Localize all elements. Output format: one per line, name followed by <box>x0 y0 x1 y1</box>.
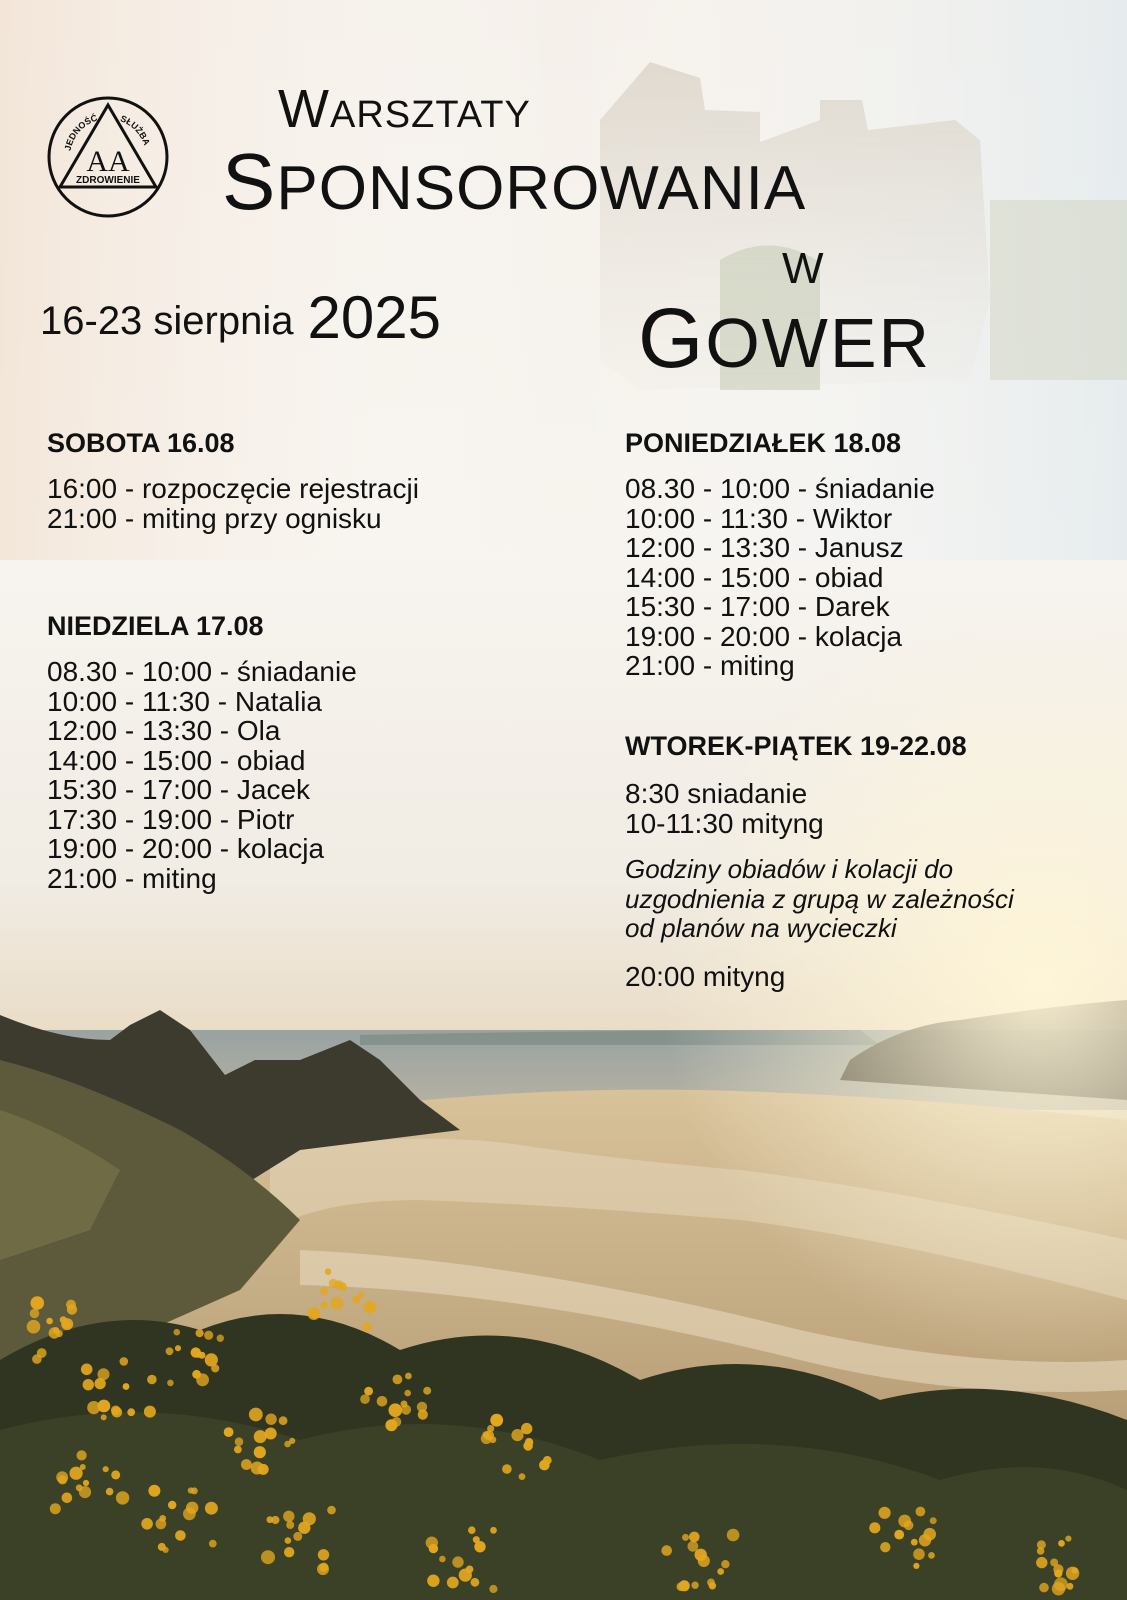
schedule-line: 08.30 - 10:00 - śniadanie <box>625 473 935 504</box>
schedule-line: 08.30 - 10:00 - śniadanie <box>47 656 357 687</box>
day-items <box>47 657 357 893</box>
day-heading: WTOREK-PIĄTEK 19-22.08 <box>625 731 967 761</box>
day-items <box>625 779 1014 838</box>
day-items <box>625 474 935 681</box>
schedule-line: 21:00 - miting przy ognisku <box>47 502 382 534</box>
schedule-line: 10:00 - 11:30 - Natalia <box>47 685 322 717</box>
logo-text-top: JEDNOŚĆ <box>62 112 99 152</box>
schedule-line: 8:30 sniadanie <box>625 778 808 809</box>
schedule-line: 14:00 - 15:00 - obiad <box>625 561 884 593</box>
schedule-line: 19:00 - 20:00 - kolacja <box>625 620 903 652</box>
schedule-line: 15:30 - 17:00 - Darek <box>625 591 890 622</box>
title-warsztaty: WARSZTATY <box>278 79 531 139</box>
schedule-line: 12:00 - 13:30 - Ola <box>47 715 281 746</box>
day-niedziela <box>47 611 357 893</box>
meal-note <box>625 855 1014 944</box>
schedule-line: 21:00 - miting <box>625 650 795 681</box>
schedule-line: 16:00 - rozpoczęcie rejestracji <box>47 473 419 504</box>
schedule-line: 14:00 - 15:00 - obiad <box>47 744 306 776</box>
day-sobota <box>47 428 419 533</box>
day-heading: NIEDZIELA 17.08 <box>47 611 264 641</box>
logo-text-center: AA <box>86 145 130 178</box>
schedule-line: 19:00 - 20:00 - kolacja <box>47 833 325 864</box>
schedule-line: Godziny obiadów i kolacji do <box>625 854 954 884</box>
schedule-line: 12:00 - 13:30 - Janusz <box>625 532 904 563</box>
day-items <box>47 474 419 533</box>
logo-text-bottom: ZDROWIENIE <box>76 175 140 186</box>
schedule-line: 10-11:30 mityng <box>625 807 824 839</box>
title-w: W <box>782 244 824 293</box>
title-gower: GOWER <box>638 291 932 385</box>
day-poniedzialek <box>625 428 935 681</box>
schedule-line: 21:00 - miting <box>47 862 217 894</box>
day-heading: PONIEDZIAŁEK 18.08 <box>625 428 902 458</box>
day-heading: SOBOTA 16.08 <box>47 428 235 458</box>
schedule-line: od planów na wycieczki <box>625 913 897 943</box>
schedule-line: 15:30 - 17:00 - Jacek <box>47 774 311 805</box>
logo-text-right: SŁUŻBA <box>119 113 152 147</box>
day-wtorek-piatek <box>625 731 1014 991</box>
schedule-line: uzgodnienia z grupą w zależności <box>625 883 1014 914</box>
evening-meeting: 20:00 mityng <box>625 960 786 992</box>
schedule-line: 17:30 - 19:00 - Piotr <box>47 803 295 835</box>
aa-logo <box>46 95 170 219</box>
title-sponsorowania: SPONSOROWANIA <box>222 137 807 226</box>
date-range: 16-23 sierpnia <box>40 299 294 343</box>
date-year: 2025 <box>307 284 441 351</box>
schedule-line: 10:00 - 11:30 - Wiktor <box>625 502 893 534</box>
event-dates <box>40 283 441 352</box>
